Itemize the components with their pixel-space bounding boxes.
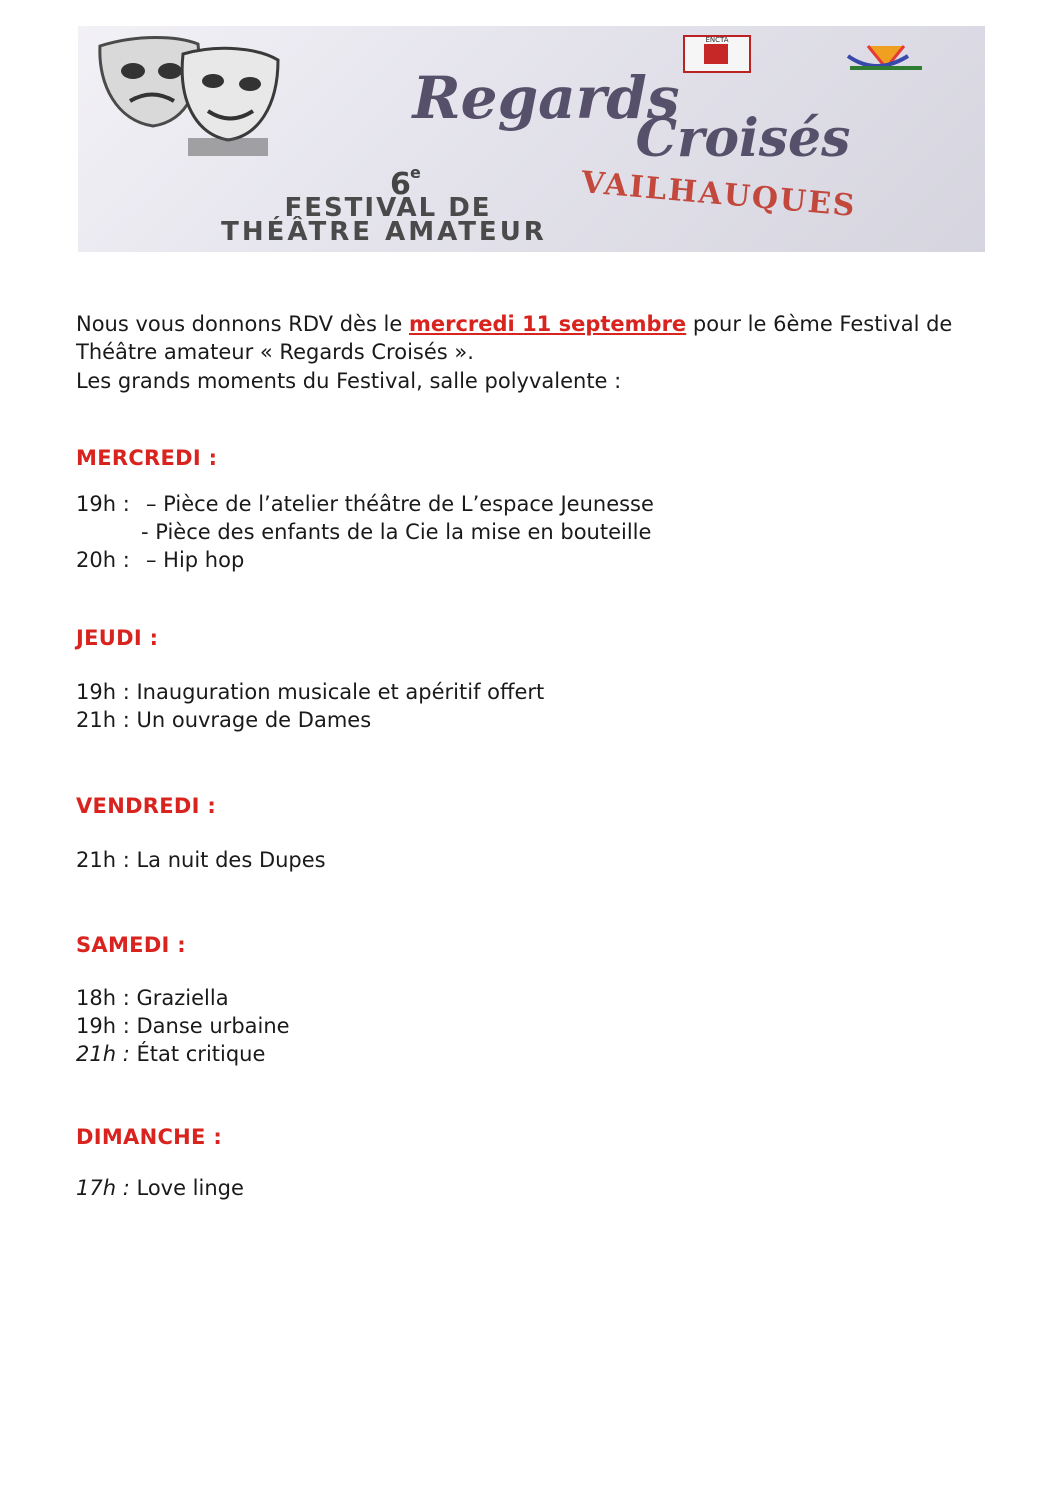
- schedule-entry: [76, 680, 544, 704]
- banner-stamp: VAILHAUQUES: [579, 165, 858, 224]
- entry-title: – Pièce de l’atelier théâtre de L’espace Jeunesse: [146, 492, 654, 516]
- entry-time: 19h :: [76, 1014, 130, 1038]
- entry-title: - Pièce des enfants de la Cie la mise en bouteille: [141, 520, 652, 544]
- schedule-entry: [76, 548, 244, 572]
- schedule-entry: [76, 986, 229, 1010]
- entry-time: 19h :: [76, 492, 130, 516]
- entry-time: 19h :: [76, 680, 130, 704]
- vailhauques-logo-icon: [848, 46, 922, 70]
- entry-title: Un ouvrage de Dames: [136, 708, 372, 732]
- intro-paragraph: [76, 310, 952, 395]
- day-heading-samedi: SAMEDI :: [76, 933, 186, 957]
- schedule-entry: [76, 848, 326, 872]
- schedule-entry: [141, 520, 651, 544]
- encta-logo-icon: [684, 36, 750, 72]
- entry-time: 20h :: [76, 548, 130, 572]
- entry-title: Danse urbaine: [136, 1014, 290, 1038]
- banner-festival-line2: THÉÂTRE AMATEUR: [221, 217, 547, 247]
- intro-line-1: [76, 310, 952, 338]
- banner-title-line1: Regards: [412, 64, 680, 132]
- banner-artwork: [78, 26, 985, 252]
- schedule-entry: [76, 708, 371, 732]
- day-heading-dimanche: DIMANCHE :: [76, 1125, 223, 1149]
- schedule-entry: [76, 492, 654, 516]
- banner-festival-line1: FESTIVAL DE: [284, 193, 492, 223]
- banner-edition-number: 6: [390, 167, 411, 202]
- day-heading-jeudi: JEUDI :: [76, 626, 159, 650]
- banner-edition-suffix: e: [410, 163, 421, 182]
- entry-time: 18h :: [76, 986, 130, 1010]
- intro-date-highlight: mercredi 11 septembre: [409, 312, 687, 336]
- entry-time: 17h :: [76, 1176, 130, 1200]
- festival-banner: [78, 26, 985, 252]
- intro-line-2: Théâtre amateur « Regards Croisés ».: [76, 340, 474, 365]
- intro-text-part2: pour le 6ème Festival de: [692, 312, 953, 336]
- day-heading-vendredi: VENDREDI :: [76, 794, 217, 818]
- banner-title-line2: Croisés: [635, 108, 851, 169]
- encta-logo-text: ENCTA: [705, 36, 729, 44]
- entry-title: Inauguration musicale et apéritif offert: [136, 680, 545, 704]
- intro-line-3: Les grands moments du Festival, salle polyvalente :: [76, 368, 622, 393]
- schedule-entry: [76, 1042, 265, 1066]
- entry-title: Love linge: [136, 1176, 244, 1200]
- entry-title: État critique: [136, 1042, 266, 1066]
- entry-time: 21h :: [76, 708, 130, 732]
- entry-time: 21h :: [76, 1042, 130, 1066]
- entry-title: Graziella: [136, 986, 229, 1010]
- day-heading-mercredi: MERCREDI :: [76, 446, 218, 470]
- schedule-entry: [76, 1176, 244, 1200]
- entry-title: La nuit des Dupes: [136, 848, 326, 872]
- entry-time: 21h :: [76, 848, 130, 872]
- theatre-masks-icon: [100, 38, 278, 157]
- schedule-entry: [76, 1014, 290, 1038]
- entry-title: – Hip hop: [146, 548, 245, 572]
- intro-text-part1: Nous vous donnons RDV dès le: [76, 312, 403, 336]
